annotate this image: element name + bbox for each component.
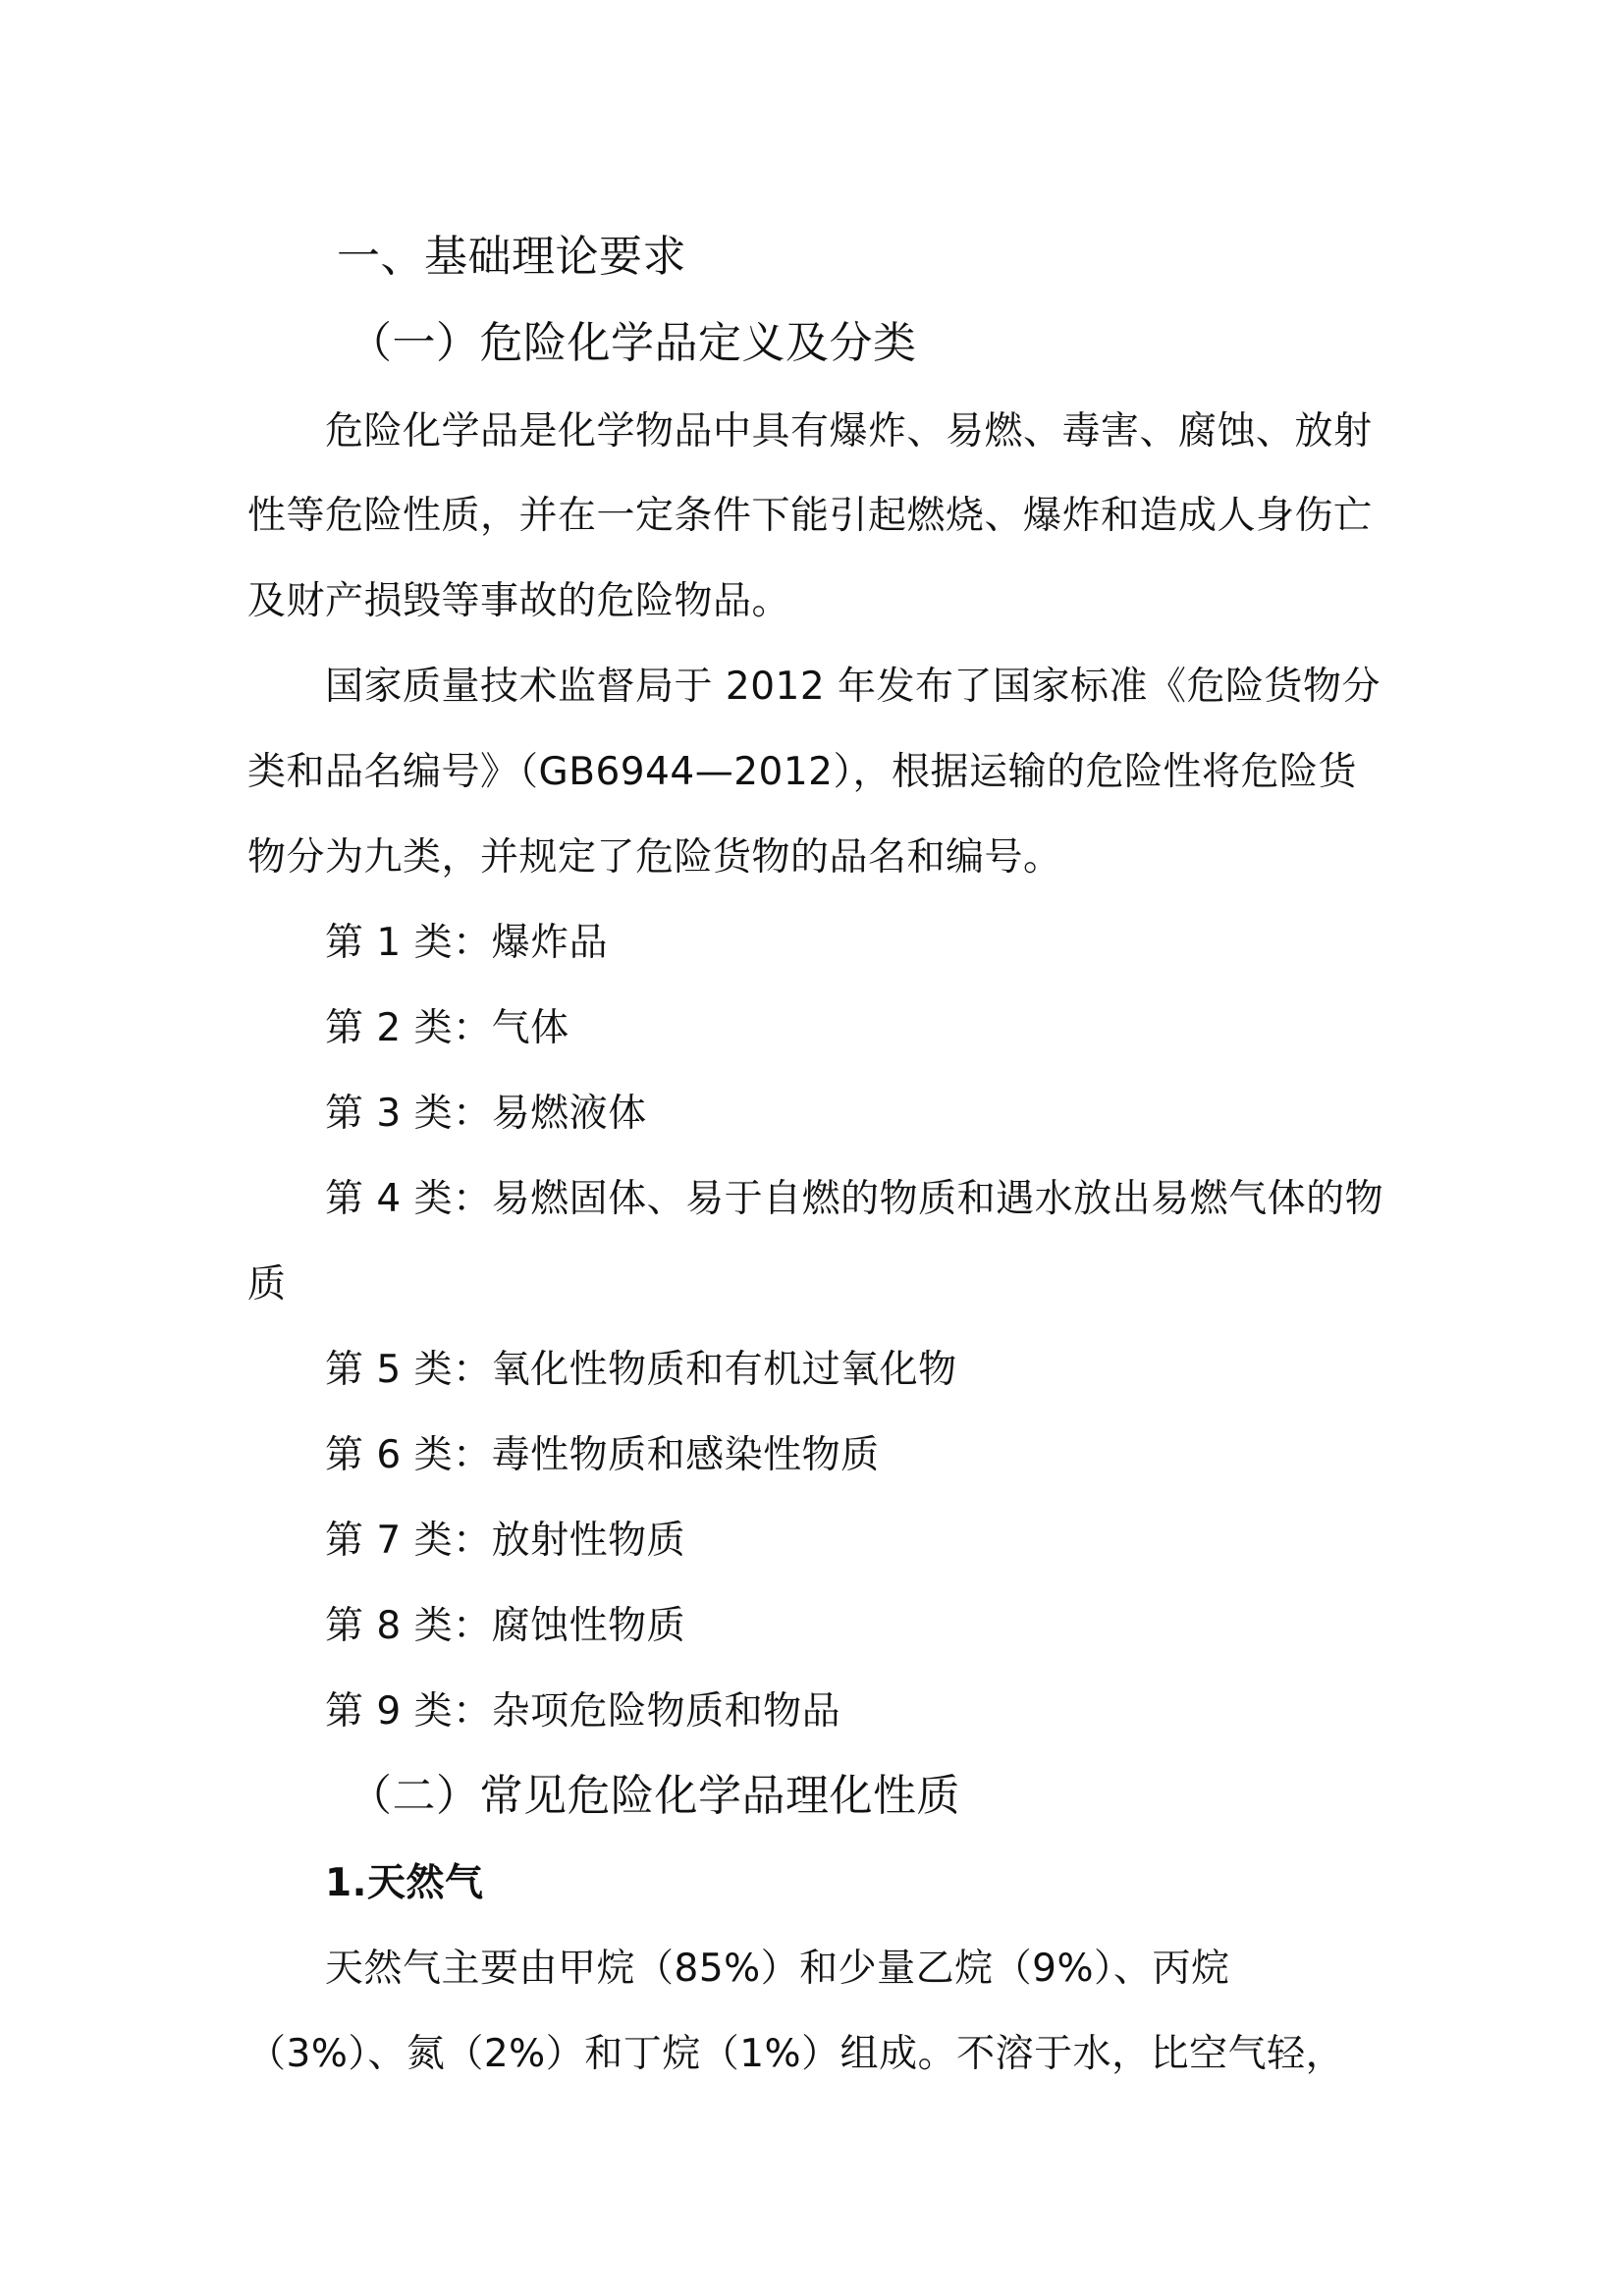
natural-gas-title: 1.天然气 xyxy=(325,1861,484,1905)
natural-gas-line-1: 天然气主要由甲烷（85%）和少量乙烷（9%）、丙烷 xyxy=(325,1947,1230,1991)
paragraph-2-line-1: 国家质量技术监督局于 2012 年发布了国家标准《危险货物分 xyxy=(325,665,1381,709)
class-1: 第 1 类：爆炸品 xyxy=(325,921,609,965)
class-4-continued: 质 xyxy=(247,1262,287,1307)
paragraph-2-line-3: 物分为九类，并规定了危险货物的品名和编号。 xyxy=(247,835,1062,880)
section-2-title: （二）常见危险化学品理化性质 xyxy=(349,1771,960,1821)
class-3: 第 3 类：易燃液体 xyxy=(325,1092,647,1136)
class-6: 第 6 类：毒性物质和感染性物质 xyxy=(325,1433,880,1477)
paragraph-2-line-2: 类和品名编号》（GB6944—2012），根据运输的危险性将危险货 xyxy=(247,750,1357,794)
class-2: 第 2 类：气体 xyxy=(325,1006,569,1050)
heading-basic-theory: 一、基础理论要求 xyxy=(337,232,686,282)
paragraph-1-line-2: 性等危险性质，并在一定条件下能引起燃烧、爆炸和造成人身伤亡 xyxy=(247,494,1373,538)
class-9: 第 9 类：杂项危险物质和物品 xyxy=(325,1689,841,1734)
class-5: 第 5 类：氧化性物质和有机过氧化物 xyxy=(325,1348,957,1392)
paragraph-1-line-1: 危险化学品是化学物品中具有爆炸、易燃、毒害、腐蚀、放射 xyxy=(325,409,1373,454)
paragraph-1-line-3: 及财产损毁等事故的危险物品。 xyxy=(247,579,791,623)
class-8: 第 8 类：腐蚀性物质 xyxy=(325,1604,686,1648)
natural-gas-line-2: （3%）、氮（2%）和丁烷（1%）组成。不溶于水，比空气轻， xyxy=(247,2032,1345,2076)
class-4: 第 4 类：易燃固体、易于自燃的物质和遇水放出易燃气体的物 xyxy=(325,1177,1384,1221)
class-7: 第 7 类：放射性物质 xyxy=(325,1519,686,1563)
section-1-title: （一）危险化学品定义及分类 xyxy=(349,318,917,368)
